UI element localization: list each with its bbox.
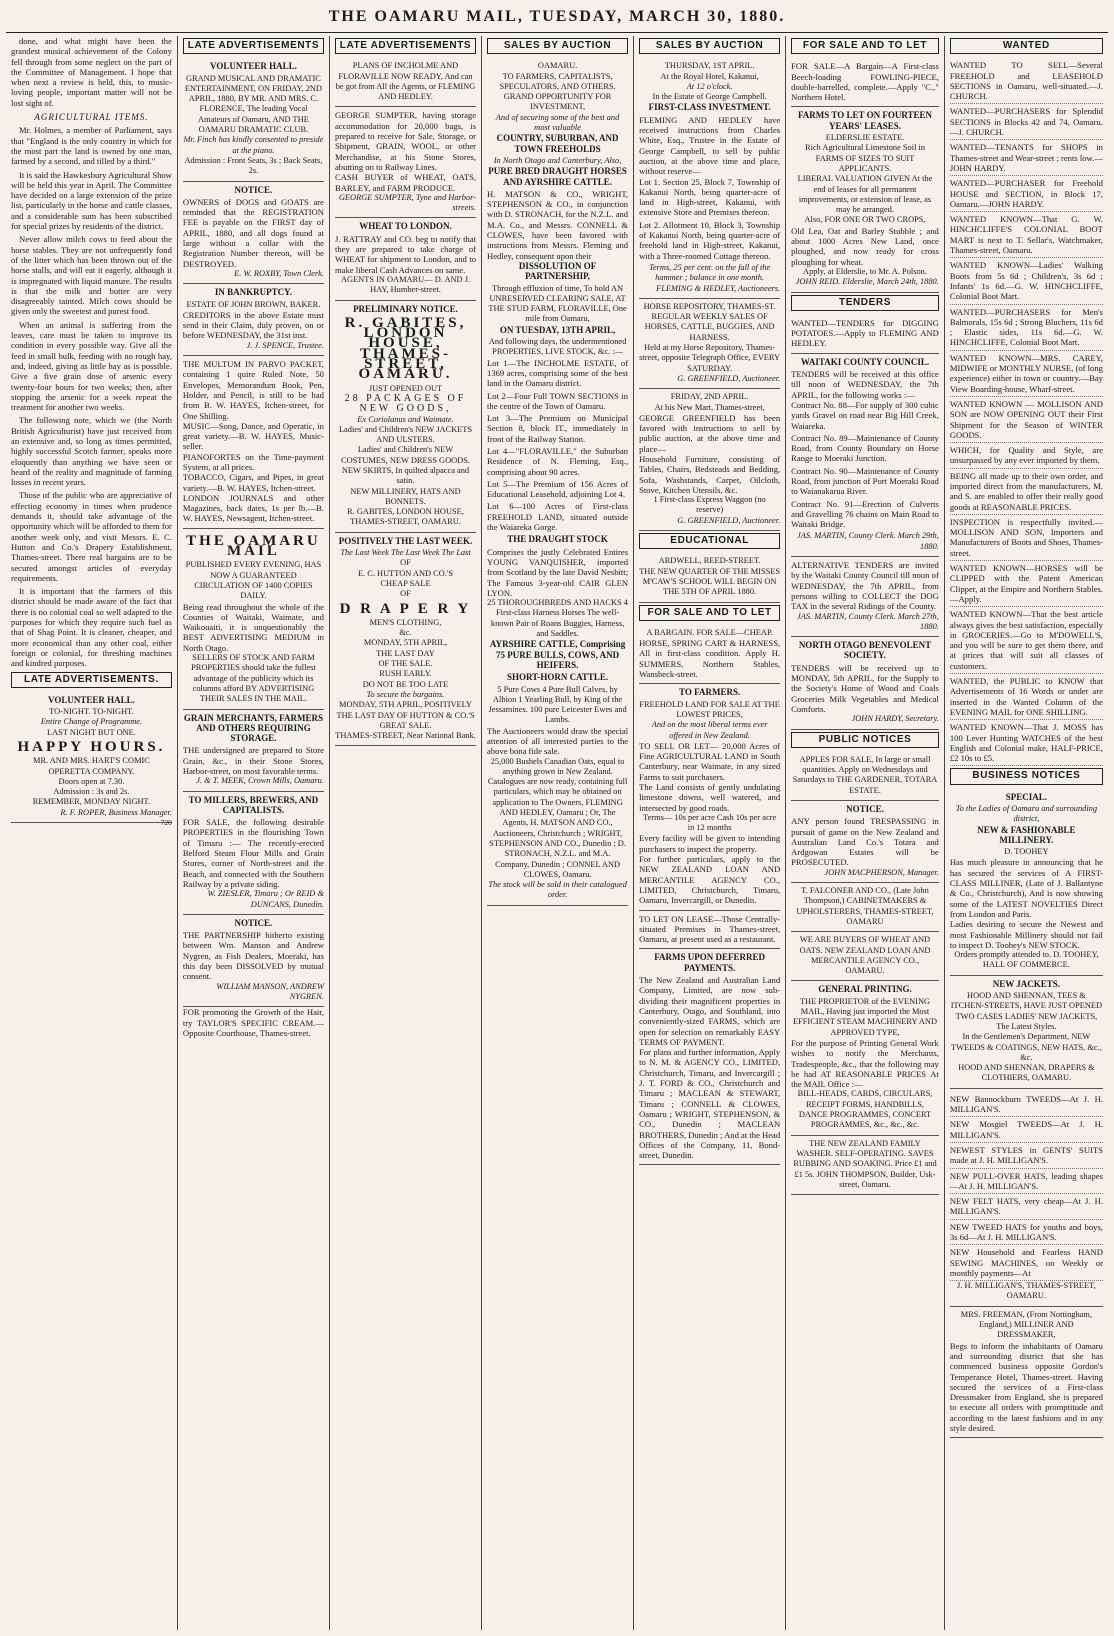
- ad-line: OAMARU.: [537, 61, 578, 71]
- ad-signature: FLEMING & HEDLEY, Auctioneers.: [656, 283, 781, 293]
- article-para: When an animal is suffering from the leaves, care must be taken to improve its condition in every possible way. Give all the feed in small bulk, feeding with no rough hay, and, indeed, giving as little hay as is possible. Give a five grain dose of arsenic every twenty-four hours for two weeks; then, after stopping the arsenic for a week repeat the treatment for another two weeks.: [11, 319, 172, 413]
- ad-line: LAST NIGHT BUT ONE.: [47, 727, 136, 737]
- ad-line: REMEMBER, MONDAY NIGHT.: [32, 797, 151, 807]
- wheat-ad: [335, 218, 476, 300]
- milligan-item: NEW Household and Fearless HAND SEWING MACHINES, on Weekly or monthly payments—At: [950, 1245, 1103, 1281]
- ad-title: DISSOLUTION OF PARTNERSHIP,: [518, 260, 597, 282]
- section-heading: LATE ADVERTISEMENTS: [183, 38, 324, 54]
- wanted-item: WANTED KNOWN—That the best article always gives the best satisfaction, especially in GROCERIES.—Go to M'DOWELL'S, and you will be sure to get them there, and at prices that will suit all classes of customers.: [950, 607, 1103, 674]
- wanted-item: WANTED KNOWN — MOLLISON AND SON are NOW OPENING OUT their First Shipment for the Season of WINTER GOODS.: [950, 397, 1103, 443]
- article-para: Those of the public who are appreciative of effecting economy in times when prudence demands it, should take advantage of the opportunity which will be afforded to them for another week only, and visit Messrs. E. C. Hutton and Co.'s Drapery Establishment, Thames-street. There real bargains are to be secured amongst articles of everyday requirements.: [11, 490, 172, 583]
- ad-body: OWNERS of DOGS and GOATS are reminded that the REGISTRATION FEE is payable on the FIRST day of APRIL, 1880, and all dogs found at large without a collar with the Registration Number thereon, will be DESTROYED.: [182, 196, 324, 269]
- ad-body: TOBACCO, Cigars, and Pipes, in great variety.—B. W. HAYES, Itchen-street.: [182, 472, 324, 493]
- dog-tax-ad: [791, 557, 939, 637]
- ad-line: 25 THOROUGHBREDS AND HACKS 4 First-class Harness Horses The well-known Pair of Roans Buggies, Harness, and Saddles.: [487, 598, 628, 639]
- ad-body: FLEMING AND HEDLEY have received instructions from Charles White, Esq., Trustee in the Estate of George Campbell, to sell by public auction, at the above time and place, without reserve—: [639, 114, 781, 177]
- ad-line: MONDAY, 5TH APRIL,: [363, 638, 448, 648]
- greenfield-sale-ad: [639, 389, 780, 531]
- ad-line: OF: [400, 558, 411, 568]
- column-5: [634, 36, 786, 1630]
- ad-line: GRAND OPPORTUNITY FOR INVESTMENT,: [503, 92, 612, 112]
- article-para: Never allow milch cows to feed about the horse stables. They are not unfrequently fond of the litter which has been thrown out of the horse stalls, and will eat it eagerly, although it is impregnated with liquid manure. The results is that the milk and butter are very disagreeably tainted. Milch cows should be given only the sweetest and purest food.: [11, 234, 172, 317]
- ad-line: Rich Agricultural Limestone Soil in FARMS OF SIZES TO SUIT APPLICANTS.: [804, 143, 926, 173]
- ad-body: THE PARTNERSHIP hitherto existing between Wm. Manson and Andrew Nygren, as Fish Dealers, Moeraki, has this day been DISSOLVED by mutual consent.: [182, 930, 324, 982]
- ad-title: VOLUNTEER HALL.: [210, 61, 297, 72]
- trespass-ad: [791, 801, 939, 883]
- milligan-item: NEW Bannockburn TWEEDS—At J. H. MILLIGAN'S.: [950, 1092, 1103, 1118]
- ad-body: Every facility will be given to intending purchasers to inspect the property.: [639, 833, 781, 854]
- ad-title: FARMS UPON DEFERRED PAYMENTS.: [654, 952, 766, 973]
- ad-body: Has much pleasure in announcing that he has secured the services of A FIRST-CLASS MILLINER, (Late of J. Ballantyne & Co., Christchurch), And is now showing some of the LATEST NOVELTIES Direct from London and Paris.: [949, 857, 1103, 919]
- list-item: Lot 1. Section 25, Block 7, Township of Kakanui North, being quarter-acre of land in High-street, Kakanui, with extensive Store and Premises thereon.: [639, 176, 781, 218]
- ad-title: NOTICE.: [234, 917, 273, 928]
- ad-line: Apply, at Elderslie, to Mr. A. Polson.: [803, 266, 927, 276]
- ad-line: THAMES-STREET, Near National Bank.: [335, 731, 476, 741]
- ad-line: MRS. FREEMAN, (From Nottingham, England,) MILLINER AND DRESSMAKER,: [960, 1309, 1092, 1340]
- column-7: [945, 36, 1108, 1630]
- ad-signature: J. J. SPENCE, Trustee.: [246, 340, 324, 350]
- ad-title: GRAIN MERCHANTS, FARMERS AND OTHERS REQUIRING STORAGE.: [183, 712, 323, 744]
- ad-signature: G. GREENFIELD, Auctioneer.: [677, 373, 781, 383]
- ad-signature: J. & T. MEEK, Crown Mills, Oamaru.: [196, 776, 324, 786]
- ad-body: Being read throughout the whole of the Counties of Waitaki, Waimate, and Waikouaiti, it is unquestionably the BEST ADVERTISING MEDIUM in North Otago.: [182, 601, 324, 653]
- ad-body: TO LET ON LEASE—Those Centrally-situated Premises in Thames-street, Oamaru, at present used as a restaurant.: [639, 913, 781, 945]
- ad-body: PUBLISHED EVERY EVENING, HAS NOW A GUARANTEED CIRCULATION OF 1400 COPIES DAILY.: [185, 560, 322, 601]
- hair-cream-ad: FOR promoting the Growth of the Hair, try TAYLOR'S SPECIFIC CREAM.—Opposite Courthouse, Thames-street.: [182, 1007, 324, 1038]
- ad-body: CASH BUYER of WHEAT, OATS, BARLEY, and FARM PRODUCE.: [334, 172, 477, 193]
- ad-line: AGENTS IN OAMARU— D. AND J. HAY, Humber-street.: [340, 274, 471, 295]
- milligan-item: NEW FELT HATS, very cheap—At J. H. MILLIGAN'S.: [950, 1194, 1103, 1220]
- to-let-ad: [639, 911, 780, 950]
- masthead-title: THE OAMARU MAIL, TUESDAY, MARCH 30, 1880.: [328, 8, 786, 25]
- article-para: The following note, which we (the North British Agriculturist) have just received from an extensive and, so long as times permitted, highly successful Scotch farmer, speaks more eloquently than anything we have seen or heard of the reality and magnitude of farming losses in recent years.: [11, 415, 172, 488]
- ad-title: PURE BRED DRAUGHT HORSES AND AYRSHIRE CATTLE.: [488, 166, 627, 187]
- ad-body: Household Furniture, consisting of Tables, Chairs, Bedsteads and Bedding, Sofa, Washstands, Carpet, Oilcloth, Stove, Kitchen Utensils, &c.: [639, 453, 781, 495]
- ad-line: And of securing some of the best and most valuable: [495, 112, 620, 133]
- volunteer-hall-ad: [183, 58, 324, 181]
- ad-line: Also, FOR ONE OR TWO CROPS,: [804, 215, 926, 225]
- ad-line: T. FALCONER AND CO., (Late John Thompson,) CABINETMAKERS & UPHOLSTERERS, THAMES-STREET, OAMARU: [796, 886, 934, 926]
- ad-line: In North Otago and Canterbury, Also,: [493, 155, 622, 165]
- kakanui-sale-ad: [639, 58, 780, 299]
- list-item: Lot 3—The Premium on Municipal Section 8, block IT., immediately in front of the Railway Station.: [487, 413, 629, 444]
- ad-line: To secure the bargains.: [366, 689, 445, 699]
- article-para: It is said the Hawkesbury Agricultural Show will be held this year in April. The Committee have decided on a large extension of the prize list, particularly in the horse and cattle classes, and a considerable sum has been subscribed for special prizes by residents of the district.: [11, 169, 172, 232]
- wanted-item: INSPECTION is respectfully invited.—MOLLISON AND SON, Importers and Manufacturers of Boots and Shoes, Thames-street.: [950, 515, 1103, 561]
- ad-line: TO-NIGHT. TO-NIGHT.: [49, 707, 134, 717]
- ad-line: In the Gentlemen's Department, NEW TWEEDS & COATINGS, NEW HATS, &c., &c.: [950, 1032, 1102, 1062]
- ad-line: THURSDAY, 1ST APRIL.: [664, 61, 755, 71]
- ad-signature: GEORGE SUMPTER, Tyne and Harbor-streets.: [338, 192, 477, 213]
- ad-big-title: R. GABITES, LONDON HOUSE, THAMES-STREET, OAMARU.: [344, 314, 467, 383]
- ad-signature: JOHN REID. Elderslie, March 24th, 1880.: [795, 277, 939, 287]
- section-heading: PUBLIC NOTICES: [791, 732, 939, 748]
- ad-title: POSITIVELY THE LAST WEEK.: [338, 535, 473, 546]
- ad-line: 25,000 Bushels Canadian Oats, equal to anything grown in New Zealand.: [490, 756, 625, 776]
- article-para: It is important that the farmers of this district should be made aware of the fact that there is no colonial coal so well adapted to the purposes for which they require such fuel as that of Shag Point. It is cleaner, cheaper, and more economical than any other coal, either foreign or colonial, for threshing machines and kindred purposes.: [11, 586, 172, 669]
- ad-signature: W. ZIESLER, Timaru ; Or REID & DUNCANS, Dunedin.: [207, 889, 324, 909]
- list-item: Contract No. 90—Maintenance of County Road, from junction of Port Moeraki Road to Waianakarua River.: [791, 465, 939, 497]
- ad-line: 28 PACKAGES OF NEW GOODS,: [344, 392, 467, 415]
- ad-note: Mr. Finch has kindly consented to preside at the piano.: [183, 135, 324, 155]
- ad-line: Ladies' and Children's NEW JACKETS AND ULSTERS.: [338, 424, 473, 445]
- milligan-ads: [950, 1089, 1103, 1307]
- ad-line: THE PROPRIETOR of the EVENING MAIL, Having just imported the Most EFFICIENT STEAM MACHINERY AND APPROVED TYPE,: [792, 996, 937, 1037]
- column-4: [482, 36, 634, 1630]
- ad-line: THE NEW ZEALAND FAMILY WASHER. SELF-OPERATING. SAVES RUBBING AND SOAKING. Price £1 and £1 5s. JOHN THOMPSON, Builder, Usk-street, Oamaru.: [793, 1138, 937, 1189]
- fowling-piece-ad: [791, 58, 939, 107]
- ad-signature: JAS. MARTIN, County Clerk. March 27th, 1880.: [797, 611, 939, 631]
- ad-line: To the Ladies of Oamaru and surrounding district,: [955, 804, 1098, 824]
- ad-line: J. H. MILLIGAN'S, THAMES-STREET, OAMARU.: [957, 1281, 1096, 1301]
- column-3: [330, 36, 482, 1630]
- ad-body: SELLERS OF STOCK AND FARM PROPERTIES should take the fullest advantage of the publicity which its columns afford BY ADVERTISING THEIR SALES IN THE MAIL.: [191, 653, 316, 704]
- ad-line: Terms, 25 per cent. on the fall of the hammer ; balance in one month.: [649, 262, 771, 283]
- ad-signature: E. W. ROXBY, Town Clerk.: [234, 268, 324, 278]
- section-heading: FOR SALE AND TO LET: [639, 605, 780, 621]
- ad-line: DO NOT BE TOO LATE: [362, 679, 449, 689]
- ad-body: WANTED—TENDERS for DIGGING POTATOES.—Apply to FLEMING AND HEDLEY.: [791, 317, 939, 349]
- partnership-ad: [183, 915, 324, 1007]
- section-heading: SALES BY AUCTION: [639, 38, 780, 54]
- list-item: Contract No. 88—For supply of 300 cubic yards Gravel on road near Big Hill Creek, Waiareka.: [791, 399, 939, 431]
- ad-body: The New Zealand and Australian Land Company, Limited, are now sub-dividing their magnificent properties in Canterbury, Otago, and Southland, into conveniently-sized FARMS, which are open for selection on remarkably EASY TERMS OF PAYMENT.: [639, 975, 781, 1047]
- ad-title: NOTICE.: [234, 184, 273, 195]
- ad-body: PIANOFORTES on the Time-payment System, at all prices.: [182, 451, 324, 472]
- ad-line: The stock will be sold in their catalogued order.: [488, 880, 627, 900]
- ad-body: ALTERNATIVE TENDERS are invited by the Waitaki County Council till noon of WEDNESDAY, the 7th APRIL, from persons willing to COLLECT the DOG TAX in the several Ridings of the County.: [791, 560, 939, 612]
- ad-line: Ladies' and Children's NEW COSTUMES, NEW DRESS GOODS.: [341, 445, 470, 465]
- ad-title: NEW & FASHIONABLE MILLINERY.: [977, 824, 1076, 845]
- grain-storage-ad: [183, 710, 324, 792]
- article-para: Mr. Holmes, a member of Parliament, says that "England is the only country in which for the most part the land is owned by one man, farmed by a second, and tilled by a third.": [11, 125, 172, 167]
- ad-body: HORSE, SPRING CART & HARNESS, All in first-class condition. Apply H. SUMMERS, Northern Stables, Wansbeck-street.: [639, 638, 781, 680]
- ad-title: FIRST-CLASS INVESTMENT.: [648, 102, 771, 113]
- ad-body: LONDON JOURNALS and other Magazines, back dates, 1s per lb.—B. W. HAYES, Newsagent, Itchen-street.: [182, 492, 324, 524]
- list-item: Lot 2—Four Full TOWN SECTIONS in the centre of the Town of Oamaru.: [487, 390, 629, 411]
- ad-line: HORSE REPOSITORY, THAMES-ST. REGULAR WEEKLY SALES OF HORSES, CATTLE, BUGGIES, AND HARNESS.: [643, 301, 776, 342]
- ad-body: H. MATSON & CO., WRIGHT, STEPHENSON & CO., in conjunction with D. STRONACH, for the N.Z.L. and M.A. Co., and Messrs. CONNELL & CLOWES, have been favored with instructions from Messrs. Fleming and Hedley, consequent upon their: [487, 188, 629, 261]
- wanted-item: WANTED KNOWN—That J. MOSS has 100 Lever Hunting WATCHES of the best English and Colonial make, HALF-PRICE, £2 10s to £5.: [950, 720, 1103, 766]
- ad-line: The Last Week The Last Week The Last: [340, 548, 471, 558]
- ad-body: Ladies desiring to secure the Newest and most Fashionable Millinery should not fail to inspect D. Toohey's NEW STOCK.: [949, 919, 1103, 950]
- list-item: Lot 6—100 Acres of First-class FREEHOLD LAND, situated outside the Waiareka Gorge.: [487, 501, 629, 533]
- ad-signature: R. F. ROPER, Business Manager.: [60, 807, 172, 817]
- ad-signature: JAS. MARTIN, County Clerk. March 29th, 1880.: [797, 531, 939, 551]
- toohey-millinery-ad: [950, 789, 1103, 976]
- school-ad: [639, 553, 780, 602]
- ad-line: Entire Change of Programme.: [40, 717, 143, 727]
- section-heading: LATE ADVERTISEMENTS: [335, 38, 476, 54]
- ad-line: LIBERAL VALUATION GIVEN At the end of leases for all permanent improvements, or extension of lease, as may be arranged.: [797, 174, 933, 215]
- ad-line: OF THE SALE.: [378, 659, 433, 669]
- ad-body: TO SELL OR LET— 20,000 Acres of Fine AGRICULTURAL LAND in South Canterbury, near Waimate, in any sized Farms to suit purchasers.: [639, 740, 781, 782]
- milligan-item: NEW Mosgiel TWEEDS—At J. H. MILLIGAN'S.: [950, 1117, 1103, 1143]
- milligan-item: NEWEST STYLES in GENTS' SUITS made at J. H. MILLIGAN'S.: [950, 1143, 1103, 1169]
- wanted-item: WANTED—PURCHASER for Freehold HOUSE and SECTION, in Block 17, Oamaru.—JOHN HARDY.: [950, 176, 1103, 212]
- ad-body: PLANS OF INCHOLME AND FLORAVILLE NOW READY, And can be got from All the Agents, or FLEMING AND HEDLEY.: [335, 61, 476, 102]
- ad-title: TO FARMERS.: [679, 687, 741, 698]
- ad-title: TO MILLERS, BREWERS, AND CAPITALISTS.: [188, 794, 319, 815]
- ad-line: Through effluxion of time, To hold AN UNRESERVED CLEARING SALE, AT THE STUD FARM, FLORAVILLE, One mile from Oamaru,: [488, 283, 627, 324]
- ad-line: D. TOOHEY: [1004, 847, 1049, 857]
- ad-line: 1 First-class Express Waggon (no reserve): [653, 495, 766, 515]
- freeman-ad: [950, 1307, 1103, 1439]
- ad-title: GENERAL PRINTING.: [818, 984, 912, 995]
- ad-line: Admission : 3s and 2s.: [53, 787, 130, 797]
- ad-line: MEN'S CLOTHING,: [369, 617, 442, 627]
- ad-line: R. GABITES, LONDON HOUSE, THAMES-STREET, OAMARU.: [347, 507, 464, 527]
- ad-line: APPLES FOR SALE, In large or small quantities. Apply on Wednesdays and Saturdays to THE GARDENER, TOTARA ESTATE.: [792, 754, 938, 795]
- ad-line: THE NEW QUARTER OF THE MISSES M'CAW'S SCHOOL WILL BEGIN ON THE 5TH OF APRIL 1880.: [639, 566, 781, 597]
- ad-body: J. RATTRAY and CO. beg to notify that they are prepared to take charge of WHEAT for shipment to London, and to make liberal Cash Advances on same.: [334, 233, 477, 275]
- ad-title: FARMS TO LET ON FOURTEEN YEARS' LEASES.: [797, 110, 933, 131]
- ad-line: Held at my Horse Repository, Thames-street, opposite Telegraph Office, EVERY SATURDAY.: [639, 343, 781, 373]
- ad-title: THE DRAUGHT STOCK: [507, 534, 608, 545]
- columns: [6, 36, 1108, 1630]
- ad-title: NOTICE.: [846, 804, 884, 814]
- list-item: Lot 4—"FLORAVILLE," the Suburban Residence of N. Fleming, Esq., comprising about 90 acres.: [487, 445, 629, 477]
- late-ads-heading: LATE ADVERTISEMENTS.: [11, 672, 172, 688]
- list-item: Contract No. 91—Erection of Culverts and Gravelling 76 chains on Main Road to Waitaki Bridge.: [791, 498, 939, 530]
- ad-line: Ex Coriolanus and Waimate.: [357, 414, 454, 424]
- list-item: Lot 1—The INCHOLME ESTATE, of 1369 acres, comprising some of the best land in the Oamaru district.: [487, 357, 629, 389]
- section-heading: WANTED: [950, 38, 1103, 54]
- ad-body: FOR SALE, the following desirable PROPERTIES in the flourishing Town of Timaru :— The recently-erected Belford Steam Flour Mills and Grain Stores, corner of North-street and the Beach, and connected with the Southern Railway by a private siding.: [182, 817, 324, 889]
- ad-number: 720: [160, 818, 172, 828]
- ad-line: FRIDAY, 2ND APRIL.: [670, 392, 749, 402]
- ad-line: And following days, the undermentioned PROPERTIES, LIVE STOCK, &c. :—: [488, 337, 627, 357]
- wanted-item: BEING all made up to their own order, and imported direct from the manufacturers, M. and S. are enabled to offer their really good goods at REASONABLE PRICES.: [950, 469, 1103, 515]
- ad-body: TENDERS will be received at this office till noon of WEDNESDAY, the 7th APRIL, for the following works :—: [791, 369, 939, 400]
- ad-line: Terms— 10s per acre Cash 10s per acre in 12 months: [643, 812, 777, 833]
- ad-line: TO FARMERS, CAPITALISTS, SPECULATORS, AND OTHERS.: [499, 71, 616, 91]
- horse-repository-ad: [639, 299, 780, 389]
- ad-body: THE MULTUM IN PARVO PACKET, containing 1 quire Ruled Note, 50 Envelopes, Memorandum Book, Pen, Holder, and Pencil, is still to be had from B. W. HAYES, Itchen-street, for One Shilling.: [182, 359, 324, 421]
- wanted-item: WANTED, the PUBLIC to KNOW that Advertisements of 16 Words or under are inserted in the Wanted Column of the EVENING MAIL for ONE SHILLING.: [950, 674, 1103, 720]
- ad-body: The Auctioneers would draw the special attention of all interested parties to the above bona fide sale.: [487, 725, 629, 757]
- ad-line: Orders promptly attended to. D. TOOHEY, HALL OF COMMERCE.: [954, 950, 1099, 970]
- ad-line: CHEAP SALE: [380, 578, 431, 588]
- washer-ad: [791, 1136, 939, 1195]
- ad-body: For the purpose of Printing General Work wishes to notify the Merchants, Tradespeople, &c., that the following may be had AT REASONABLE PRICES At the MAIL Office :—: [791, 1037, 939, 1090]
- ad-title: AYRSHIRE CATTLE, Comprising 75 PURE BULLS, COWS, AND HEIFERS.: [489, 639, 626, 670]
- benevolent-ad: [791, 637, 939, 729]
- ad-line: RUSH EARLY.: [379, 669, 432, 679]
- column-2: [178, 36, 330, 1630]
- column-6: [786, 36, 945, 1630]
- ad-subtitle: ESTATE OF JOHN BROWN, BAKER.: [186, 299, 321, 309]
- printing-ad: [791, 981, 939, 1135]
- happy-hours-ad: [11, 692, 172, 828]
- elderslie-ad: [791, 107, 939, 292]
- list-item: Lot 5—The Premium of 156 Acres of Educational Leasehold, adjoining Lot 4.: [487, 478, 629, 500]
- buyers-ad: [791, 932, 939, 981]
- ad-body: GRAND MUSICAL AND DRAMATIC ENTERTAINMENT, ON FRIDAY, 2ND APRIL, 1880, BY MR. AND MRS. C. FLORENCE, The leading Vocal Amateurs of Oamaru, AND THE OAMARU DRAMATIC CLUB.: [184, 73, 322, 135]
- ad-title: WAITAKI COUNTY COUNCIL.: [800, 356, 930, 367]
- horse-sale-ad: [639, 625, 780, 684]
- deferred-payments-ad: [639, 949, 780, 1165]
- floraville-sale-ad: [487, 58, 628, 905]
- falconer-ad: [791, 883, 939, 932]
- potatoes-ad: [791, 315, 939, 354]
- ad-body: GEORGE SUMPTER, having storage accommodation for 20,000 bags, is prepared to receive for Sale, Storage, or Shipment, GRAIN, WOOL, or other Merchandise, at his Stone Stores, abutting on to Railway Lines.: [334, 110, 477, 172]
- ad-line: MR. AND MRS. HART'S COMIC OPERETTA COMPANY.: [33, 756, 150, 776]
- agricultural-heading: AGRICULTURAL ITEMS.: [34, 112, 149, 123]
- ad-body: Comprises the justly Celebrated Entires YOUNG VANQUISHER, imported from Scotland by the late David Nesbitt; The Famous 3-year-old CAIR GLEN LYON.: [487, 546, 629, 598]
- wanted-item: WANTED TO SELL—Several FREEHOLD and LEASEHOLD SECTIONS in Oamaru, well-situated.—J. CHURCH.: [950, 58, 1103, 104]
- ad-line: Catalogues are now ready, containing full particulars, which may be obtained on application to The Owners, FLEMING AND HEDLEY, Oamaru ; Or, The Agents, H. MATSON AND CO., Auctioneers, Christchurch ; WRIGHT, STEPHENSON AND CO., Dunedin ; D. STRONACH, N.Z.L. and M.A. Company, Dunedin ; CONNEL AND CLOWES, Oamaru.: [487, 777, 628, 879]
- ad-title: SHORT-HORN CATTLE.: [506, 672, 609, 683]
- ad-body: ANY person found TRESPASSING in pursuit of game on the New Zealand and Australian Land Co.'s Totara and Ardgowan Estates will be PROSECUTED.: [791, 816, 939, 868]
- ad-signature: G. GREENFIELD, Auctioneer.: [677, 515, 781, 525]
- hutton-sale-ad: [335, 533, 476, 747]
- ad-line: Doors open at 7.30.: [58, 776, 125, 786]
- ad-title: PRELIMINARY NOTICE.: [353, 303, 458, 314]
- ad-big-title: HAPPY HOURS.: [17, 739, 166, 755]
- ad-line: &c.: [399, 628, 412, 638]
- ad-body: For plans and further information, Apply to N. M. & AGENCY CO., LIMITED, Christchurch, Timaru, and Invercargill ; J. T. FORD & CO., Christchurch and Timaru ; MACLEAN & STEWART, Timaru ; CONNELL & CLOWES, Oamaru ; WRIGHT, STEPHENSON, & CO., Dunedin ; MACLEAN BROTHERS, Dunedin ; And at the Head Offices of the Company, 11, Bond-street, Dunedin.: [639, 1047, 781, 1161]
- ad-line: HOOD AND SHENNAN, TEES & ITCHEN-STREETS, HAVE JUST OPENED TWO CASES LADIES' NEW JACKETS, The Latest Styles.: [950, 991, 1103, 1031]
- ad-line: ELDERSLIE ESTATE.: [825, 133, 905, 143]
- ad-line: A BARGAIN. FOR SALE—CHEAP.: [646, 627, 773, 637]
- ad-body: The Land consists of gently undulating limestone downs, well watered, and intersected by good roads.: [639, 782, 781, 813]
- ad-admission: Admission : Front Seats, 3s ; Back Seats, 2s.: [184, 155, 323, 176]
- wanted-item: WANTED—PURCHASERS for Men's Balmorals, 15s 6d ; Strong Bluchers, 11s 6d ; Elastic sides, 11s 6d.—G. W. HINCHCLIFFE, Colonial Boot Mart.: [950, 305, 1103, 351]
- ad-line: JUST OPENED OUT: [368, 383, 443, 393]
- ad-line: WE ARE BUYERS OF WHEAT AND OATS. NEW ZEALAND LOAN AND MERCANTILE AGENCY CO., OAMARU.: [799, 935, 931, 976]
- ad-body: GEORGE GREENFIELD has been favored with instructions to sell by public auction, at the above time and place—: [639, 412, 781, 454]
- wanted-item: WANTED—PURCHASERS for Splendid SECTIONS in Blocks 42 and 74, Oamaru.—J. CHURCH.: [950, 104, 1103, 140]
- ad-line: In the Estate of George Campbell.: [652, 92, 767, 102]
- ad-line: At 12 o'clock.: [686, 81, 733, 91]
- ad-line: OF: [400, 589, 411, 599]
- ad-line: FREEHOLD LAND FOR SALE AT THE LOWEST PRICES,: [639, 699, 780, 719]
- section-heading: BUSINESS NOTICES: [950, 768, 1103, 784]
- ad-title: SPECIAL.: [1005, 791, 1048, 802]
- wanted-item: WANTED KNOWN—Ladies' Walking Boots from 5s 6d ; Children's, 3s 6d ; Infants' 1s 6d.—G. W. HINCHCLIFFE, Colonial Boot Mart.: [950, 258, 1103, 304]
- oamaru-mail-ad: [183, 529, 324, 710]
- wanted-item: WANTED KNOWN—HORSES will be CLIPPED with the Patent American Clipper, at the Empire and Northern Stables.—Apply.: [950, 561, 1103, 607]
- hayes-ads: [183, 356, 324, 529]
- ad-body: Begs to inform the inhabitants of Oamaru and surrounding district that she has commenced business opposite Gordon's Temperance Hotel, Thames-street. Having secured the services of a First-class Dressmaker from England, she is prepared to execute all orders with promptitude and according to the latest fashions and in any style desired.: [949, 1340, 1103, 1434]
- ad-line: ARDWELL, REED-STREET.: [658, 556, 761, 566]
- freehold-land-ad: [639, 684, 780, 910]
- ad-line: BILL-HEADS, CARDS, CIRCULARS, RECEIPT FORMS, HANDBILLS, DANCE PROGRAMMES, CONCERT PROGRAMMES, &c., &c., &c.: [797, 1089, 933, 1130]
- wanted-item: WANTED KNOWN—MRS. CAREY, MIDWIFE or MONTHLY NURSE, (of long experience) either in town or country.—Bay View Boarding-house, Wharf-street.: [950, 351, 1103, 397]
- list-item: Contract No. 89—Maintenance of County Road, from County Boundary on Horse Range to Moeraki Junction.: [791, 432, 939, 464]
- millers-ad: [183, 792, 324, 915]
- column-1: [6, 36, 178, 1630]
- ad-signature: JOHN HARDY, Secretary.: [851, 714, 939, 724]
- ad-big-title: D R A P E R Y: [339, 600, 472, 617]
- plans-ad: [335, 58, 476, 107]
- ad-line: At the Royal Hotel, Kakanui,: [660, 71, 759, 81]
- apples-ad: [791, 752, 939, 801]
- wanted-item: WHICH, for Quality and Style, are unsurpassed by any ever imported by them.: [950, 443, 1103, 469]
- ad-line: At his New Mart, Thames-street,: [654, 402, 765, 412]
- ad-line: THE LAST DAY: [376, 648, 435, 658]
- ad-title: IN BANKRUPTCY.: [214, 287, 293, 298]
- ad-line: HOOD AND SHENNAN, DRAPERS & CLOTHIERS, OAMARU.: [958, 1063, 1095, 1083]
- ad-title: COUNTRY, SUBURBAN, AND TOWN FREEHOLDS: [496, 133, 619, 154]
- ad-signature: JOHN MACPHERSON, Manager.: [824, 867, 939, 877]
- milligan-item: NEW PULL-OVER HATS, leading shapes—At J. H. MILLIGAN'S.: [950, 1169, 1103, 1195]
- ad-body: CREDITORS in the above Estate must send in their Claim, duly proven, on or before WEDNESDAY, the 31st inst.: [182, 309, 324, 341]
- waitaki-council-ad: [791, 354, 939, 557]
- ad-line: NEW SKIRTS, In quilted alpacca and satin.: [341, 465, 470, 486]
- ad-title: NORTH OTAGO BENEVOLENT SOCIETY.: [798, 640, 932, 661]
- ad-title: NEW JACKETS.: [992, 978, 1061, 989]
- ad-body: TENDERS will be received up to MONDAY, 5th APRIL, for the Supply to the Society's Home of Wood and Coals Groceries Milk Vegetables and Medical Comforts.: [791, 662, 939, 714]
- ad-body: THE undersigned are prepared to Store Grain, &c., in their Stone Stores, Harbor-street, on most favorable terms.: [182, 745, 324, 776]
- ad-line: And on the most liberal terms ever offered in New Zealand.: [651, 720, 768, 740]
- section-heading: FOR SALE AND TO LET: [791, 38, 939, 54]
- ad-line: NEW MILLINERY, HATS AND BONNETS.: [350, 486, 461, 506]
- hood-shennan-ad: [950, 976, 1103, 1089]
- milligan-item: NEW TWEED HATS for youths and boys, 3s 6d—At J. H. MILLIGAN'S.: [950, 1220, 1103, 1246]
- section-heading: TENDERS: [791, 295, 939, 311]
- ad-big-title: THE OAMARU MAIL: [186, 532, 321, 560]
- ad-line: E. C. HUTTON AND CO.'S: [357, 568, 454, 578]
- ad-title: WHEAT TO LONDON.: [359, 221, 452, 232]
- gabites-ad: [335, 301, 476, 533]
- ad-title: VOLUNTEER HALL.: [48, 694, 135, 705]
- section-heading: SALES BY AUCTION: [487, 38, 628, 54]
- ad-title: ON TUESDAY, 13TH APRIL,: [499, 324, 616, 335]
- list-item: Lot 2. Allotment 10, Block 3, Township of Kakanui North, being quarter-acre of freehold land in High-street, Kakanui, with a Three-roomed Cottage thereon.: [639, 219, 781, 261]
- ad-body: Old Lea, Oat and Barley Stubble ; and about 1000 Acres New Land, once ploughed, and now ready for cross ploughing for wheat.: [791, 225, 939, 267]
- ad-body: For further particulars, apply to the NEW ZEALAND LOAN AND MERCANTILE AGENCY CO., LIMITED, Christchurch, Timaru, Oamaru, Invercargill, or Dunedin.: [639, 854, 781, 906]
- ad-line: 5 Pure Cows 4 Pure Bull Calves, by Albion 1 Yearling Bull, by King of the Jessamines. 100 pure Leicester Ewes and Lambs.: [488, 684, 627, 725]
- masthead: [6, 4, 1108, 33]
- sumpter-ad: [335, 107, 476, 218]
- wanted-item: WANTED—TENANTS for SHOPS in Thames-street and Wear-street ; rents low.—JOHN HARDY.: [950, 140, 1103, 176]
- ad-body: FOR SALE—A Bargain—A First-class Beech-loading FOWLING-PIECE, double-barrelled, complete.—Apply "C.," Northern Hotel.: [791, 61, 939, 103]
- article-intro: done, and what might have been the grandest musical achievement of the Colony fell through from some neglect on the part of the Committee of Management. I hope that when next a review is held, this, to music-loving people, important matter will not be lost sight of.: [11, 36, 172, 108]
- ad-line: MONDAY, 5TH APRIL, POSITIVELY THE LAST DAY OF HUTTON & CO.'S GREAT SALE.: [336, 700, 475, 730]
- bankruptcy-ad: [183, 284, 324, 356]
- ad-signature: WILLIAM MANSON, ANDREW NYGREN.: [216, 981, 324, 1001]
- ad-body: MUSIC—Song, Dance, and Operatic, in great variety.—B. W. HAYES, Music-seller.: [182, 420, 324, 452]
- dogs-notice-ad: [183, 182, 324, 285]
- wanted-item: WANTED KNOWN—That G. W. HINCHCLIFFE'S COLONIAL BOOT MART is next to T. Sellar's, Watchmaker, Thames-street, Oamaru.: [950, 212, 1103, 258]
- section-heading: EDUCATIONAL: [639, 533, 780, 549]
